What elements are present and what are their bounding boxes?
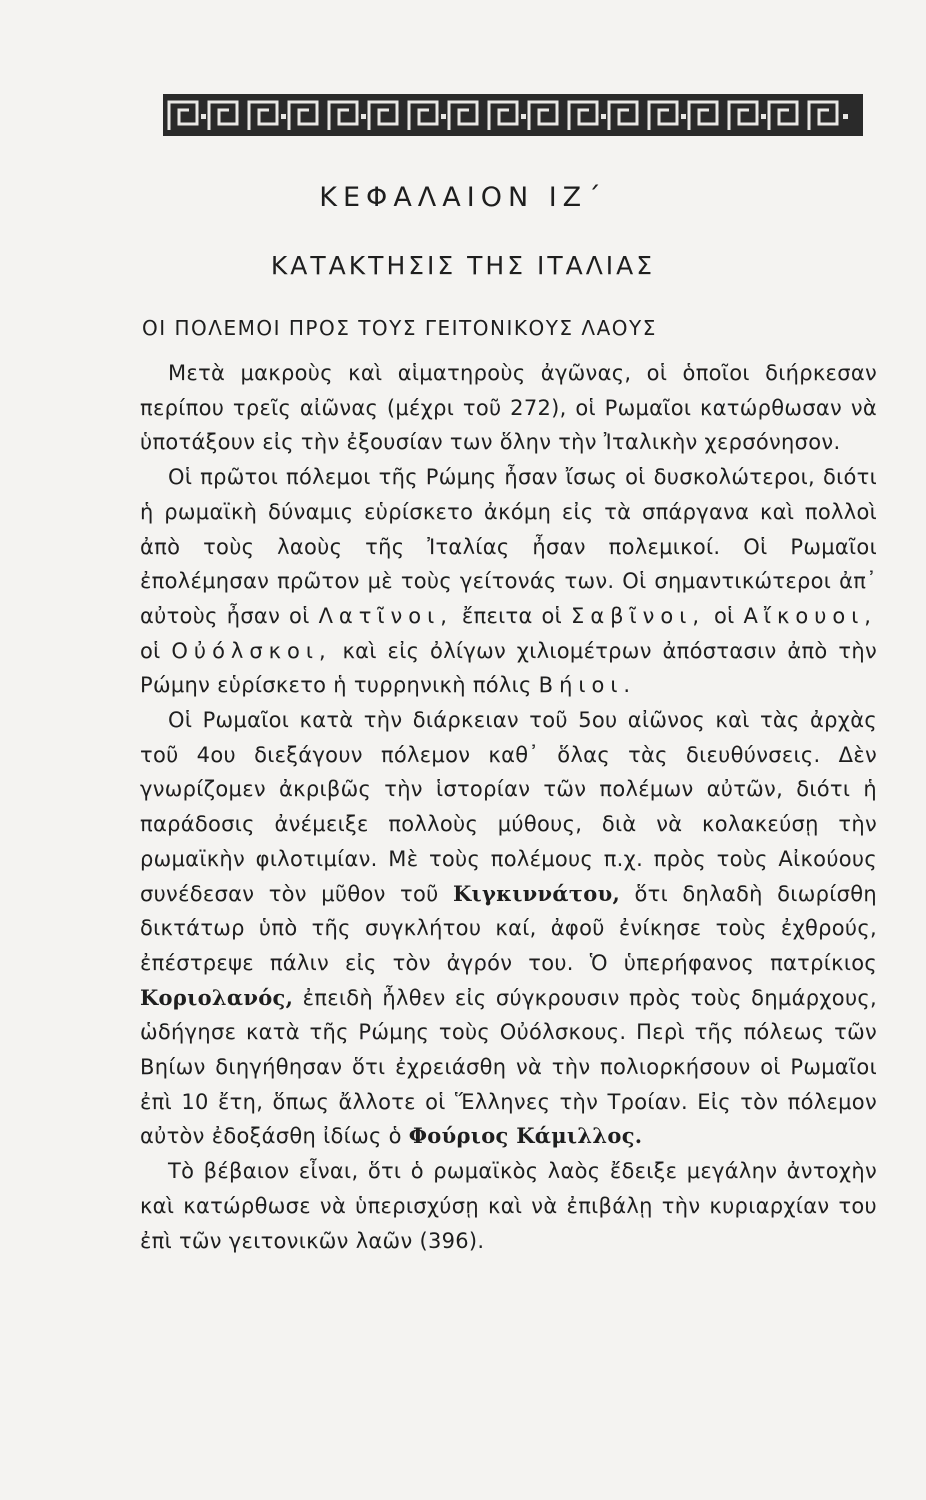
chapter-title: ΚΑΤΑΚΤΗΣΙΣ ΤΗΣ ΙΤΑΛΙΑΣ [270,251,656,280]
paragraph-2-text-d: οἱ [140,638,161,663]
name-volskoi: Οὐόλσκοι, [171,638,332,663]
paragraph-2-text-a: Οἱ πρῶτοι πόλεμοι τῆς Ρώμης ἦσαν ἴσως οἱ δυσκολώτεροι, διότι ἡ ρωμαϊκὴ δύναμις εὑρίσκετο ἀκόμη εἰς τὰ σπάργανα καὶ πολλοὶ ἀπὸ τοὺς λαοὺς τῆς Ἰταλίας ἦσαν πολεμικοί. Οἱ Ρωμαῖοι ἐπολέμησαν πρῶτον μὲ τοὺς γείτονάς των. Οἱ σημαντικώτεροι ἀπ᾽ αὐτοὺς ἦσαν οἱ [140,465,877,628]
paragraph-2 [140,460,877,703]
paragraph-4: Τὸ βέβαιον εἶναι, ὅτι ὁ ρωμαϊκὸς λαὸς ἔδειξε μεγάλην ἀντοχὴν καὶ κατώρθωσε νὰ ὑπερισχύσῃ καὶ νὰ ἐπιβάλῃ τὴν κυριαρχίαν του ἐπὶ τῶν γειτονικῶν λαῶν (396). [140,1159,877,1253]
name-kigkinnatos: Κιγκιννάτου, [452,880,621,906]
name-kamillos: Φούριος Κάμιλλος. [408,1123,643,1149]
name-sabinoi: Σαβῖνοι, [571,603,706,628]
scan-speck [14,1162,22,1166]
chapter-heading: ΚΕΦΑΛΑΙΟΝ ΙΖ΄ [319,182,607,213]
paragraph-2-text-c: οἱ [713,603,735,628]
body-text [140,356,877,1258]
paragraph-3 [140,703,877,1154]
paragraph-3-text-a: Οἱ Ρωμαῖοι κατὰ τὴν διάρκειαν τοῦ 5ου αἰῶνος καὶ τὰς ἀρχὰς τοῦ 4ου διεξάγουν πόλεμον καθ᾽ ὅλας τὰς διευθύνσεις. Δὲν γνωρίζομεν ἀκριβῶς τὴν ἱστορίαν τῶν πολέμων αὐτῶν, διότι ἡ παράδοσις ἀνέμειξε πολλοὺς μύθους, διὰ νὰ κολακεύσῃ τὴν ρωμαϊκὴν φιλοτιμίαν. Μὲ τοὺς πολέμους π.χ. πρὸς τοὺς Αἰκούους συνέδεσαν τὸν μῦθον τοῦ [140,708,877,906]
paragraph-2-text-b: ἔπειτα οἱ [461,603,563,628]
section-subtitle: ΟΙ ΠΟΛΕΜΟΙ ΠΡΟΣ ΤΟΥΣ ΓΕΙΤΟΝΙΚΟΥΣ ΛΑΟΥΣ [142,316,657,340]
paragraph-1: Μετὰ μακροὺς καὶ αἱματηροὺς ἀγῶνας, οἱ ὁποῖοι διήρκεσαν περίπου τρεῖς αἰῶνας (μέχρι τοῦ 272), οἱ Ρωμαῖοι κατώρθωσαν νὰ ὑποτάξουν εἰς τὴν ἐξουσίαν των ὅλην τὴν Ἰταλικὴν χερσόνησον. [140,361,877,455]
paragraph-3-text-c: ἐπειδὴ ἦλθεν εἰς σύγκρουσιν πρὸς τοὺς δημάρχους, ὡδήγησε κατὰ τῆς Ρώμης τοὺς Οὐόλσκους. Περὶ τῆς πόλεως τῶν Βηίων διηγήθησαν ὅτι ἐχρειάσθη νὰ τὴν πολιορκήσουν οἱ Ρωμαῖοι ἐπὶ 10 ἔτη, ὅπως ἄλλοτε οἱ Ἕλληνες τὴν Τροίαν. Εἰς τὸν πόλεμον αὐτὸν ἐδοξάσθη ἰδίως ὁ [140,985,877,1149]
name-aikouoi: Αἴκουοι, [743,603,877,628]
name-vioi: Βήιοι. [538,673,637,698]
paragraph-2-text-e: καὶ εἰς ὀλίγων χιλιομέτρων ἀπόστασιν ἀπὸ τὴν Ρώμην εὑρίσκετο ἡ τυρρηνικὴ πόλις [140,638,877,698]
greek-meander-border-icon [163,94,863,136]
name-latinoi: Λατῖνοι, [318,603,453,628]
paragraph-3-text-b: ὅτι δηλαδὴ διωρίσθη δικτάτωρ ὑπὸ τῆς συγκλήτου καί, ἀφοῦ ἐνίκησε τοὺς ἐχθρούς, ἐπέστρεψε πάλιν εἰς τὸν ἀγρόν του. Ὁ ὑπερήφανος πατρίκιος [140,881,877,975]
name-koriolanos: Κοριολανός, [140,984,294,1010]
